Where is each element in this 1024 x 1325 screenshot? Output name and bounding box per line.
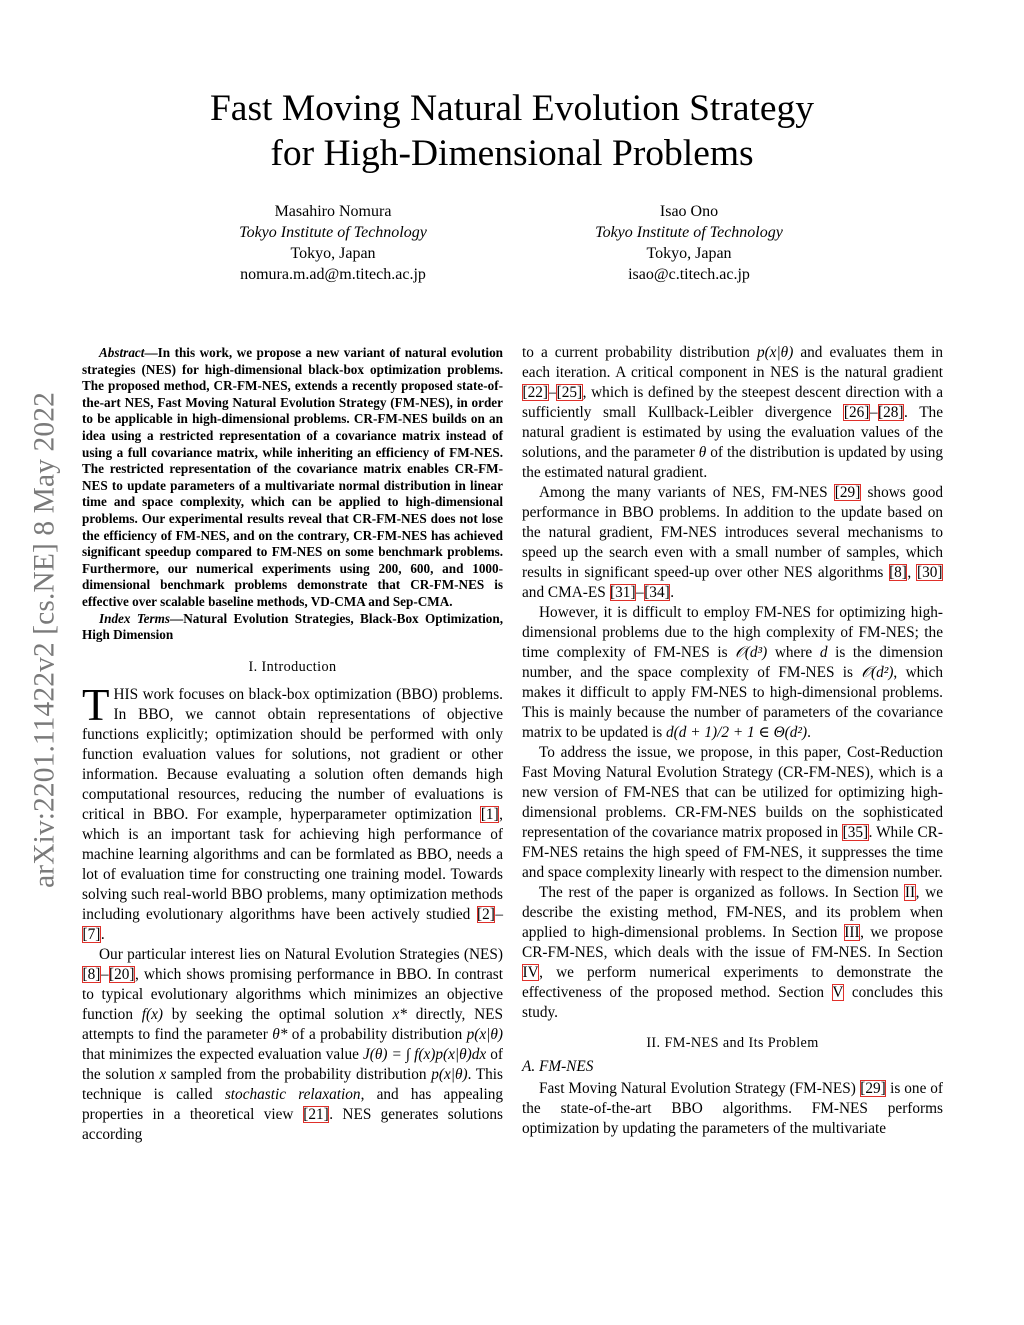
citation-link[interactable]: [8] <box>889 564 907 581</box>
citation-link[interactable]: [21] <box>303 1105 329 1123</box>
right-paragraph-3: However, it is difficult to employ FM-NES for optimizing high-dimensional problems due to the high complexity of FM-NES; the time complexity of FM-NES is 𝒪(d³) where d is the dimension number, and the space complexity of FM-NES is 𝒪(d²), which makes it difficult to apply FM-NES to high-dimensional problems. This is mainly because the number of parameters of the covariance matrix to be updated is d(d + 1)/2 + 1 ∈ Θ(d²). <box>522 604 943 741</box>
citation-link[interactable]: [31] <box>610 584 636 601</box>
citation-link[interactable]: [8] <box>82 965 101 983</box>
citation-link[interactable]: [22] <box>522 384 548 401</box>
citation-link[interactable]: [7] <box>82 925 101 943</box>
citation-link[interactable]: [25] <box>556 384 583 401</box>
author-location: Tokyo, Japan <box>646 245 732 262</box>
index-terms-text: —Natural Evolution Strategies, Black-Box Optimization, High Dimension <box>82 610 503 643</box>
emphasis: stochastic relaxation <box>224 1085 361 1103</box>
citation-link[interactable]: [30] <box>916 564 943 581</box>
left-column <box>82 345 503 1145</box>
math-inline: x <box>159 1065 167 1083</box>
math-inline: d <box>819 644 828 661</box>
citation-link[interactable]: [26] <box>843 404 870 421</box>
author-email: isao@c.titech.ac.jp <box>628 266 750 283</box>
title-line-1: Fast Moving Natural Evolution Strategy <box>209 88 815 129</box>
author-block-2 <box>519 201 859 285</box>
arxiv-stamp-text: arXiv:2201.11422v2 [cs.NE] 8 May 2022 <box>28 392 61 888</box>
index-terms <box>82 611 503 644</box>
citation-link[interactable]: [28] <box>878 404 904 421</box>
math-inline: d(d + 1)/2 + 1 ∈ Θ(d²) <box>666 724 808 741</box>
index-terms-label: Index Terms <box>99 610 171 626</box>
section-heading-introduction: I. Introduction <box>248 658 337 675</box>
author-institution: Tokyo Institute of Technology <box>239 224 427 241</box>
section-link[interactable]: IV <box>522 964 539 981</box>
author-location: Tokyo, Japan <box>290 245 376 262</box>
author-email: nomura.m.ad@m.titech.ac.jp <box>240 266 426 283</box>
math-inline: 𝒪(d³) <box>735 644 768 661</box>
math-inline: J(θ) = ∫ f(x)p(x|θ)dx <box>362 1045 487 1063</box>
subsection-heading: A. FM-NES <box>522 1058 594 1075</box>
citation-link[interactable]: [35] <box>842 824 869 841</box>
dropcap: T <box>82 679 110 730</box>
math-inline: p(x|θ) <box>431 1065 468 1083</box>
author-block-1 <box>163 201 503 285</box>
right-paragraph-5: The rest of the paper is organized as follows. In Section II, we describe the existing method, FM-NES, and its problem when applied to high-dimensional problems. In Section III, we propose CR-FM-NES, which deals with the issue of FM-NES. In Section IV, we perform numerical experiments to demonstrate the effectiveness of the proposed method. Section V concludes this study. <box>522 884 944 1021</box>
citation-link[interactable]: [29] <box>834 484 861 501</box>
title-line-2: for High-Dimensional Problems <box>270 133 754 174</box>
paper-title <box>0 86 1024 176</box>
section-link[interactable]: V <box>832 984 844 1001</box>
citation-link[interactable]: [2] <box>477 905 495 923</box>
math-inline: p(x|θ) <box>756 344 794 361</box>
right-paragraph-2: Among the many variants of NES, FM-NES [29] shows good performance in BBO problems. In addition to the update based on the natural gradient, FM-NES introduces several mechanisms to speed up the search even with a small number of samples, which results in significant speed-up over other NES algorithms [8], [30] and CMA-ES [31]–[34]. <box>522 484 943 601</box>
math-inline: θ <box>698 444 707 461</box>
author-institution: Tokyo Institute of Technology <box>595 224 783 241</box>
abstract-label: Abstract <box>99 345 145 360</box>
math-inline: θ* <box>272 1025 288 1043</box>
abstract <box>82 345 503 611</box>
citation-link[interactable]: [29] <box>860 1080 886 1097</box>
author-name: Masahiro Nomura <box>274 203 392 220</box>
section-link[interactable]: III <box>844 924 860 941</box>
math-inline: x* <box>392 1005 407 1023</box>
right-paragraph-6: Fast Moving Natural Evolution Strategy (FM-NES) [29] is one of the state-of-the-art BBO algorithms. FM-NES performs optimization by updating the parameters of the multivariate <box>522 1080 943 1137</box>
intro-paragraph-1: THIS work focuses on black-box optimization (BBO) problems. In BBO, we cannot obtain representations of objective functions explicitly; optimization should be performed with only function evaluation values for solutions, not gradient or other information. Because evaluating a solution often demands high computational resources, reducing the number of evaluations is critical in BBO. For example, hyperparameter optimization [1], which is an important task for achieving high performance of machine learning algorithms and can be formlated as BBO, needs a lot of evaluation time for constructing one training model. Towards solving such real-world BBO problems, many optimization methods including evolutionary algorithms have been actively studied [2]–[7]. <box>82 679 503 943</box>
section-heading-fm-nes: II. FM-NES and Its Problem <box>646 1035 819 1051</box>
citation-link[interactable]: [20] <box>109 965 135 983</box>
section-link[interactable]: II <box>904 884 916 901</box>
abstract-text: —In this work, we propose a new variant of natural evolution strategies (NES) for high-dimensional black-box optimization problems. The proposed method, CR-FM-NES, extends a recently proposed state-of-the-art NES, Fast Moving Natural Evolution Strategy (FM-NES), in order to be applicable in high-dimensional problems. CR-FM-NES builds on an idea using a restricted representation of a covariance matrix instead of using a full covariance matrix, while inheriting an efficiency of FM-NES. The restricted representation of the covariance matrix enables CR-FM-NES to update parameters of a multivariate normal distribution in linear time and space complexity, which can be applied to high-dimensional problems. Our experimental results reveal that CR-FM-NES does not lose the efficiency of FM-NES, and on the contrary, CR-FM-NES has achieved significant speedup compared to FM-NES on some benchmark problems. Furthermore, our numerical experiments using 200, 600, and 1000-dimensional benchmark problems demonstrate that CR-FM-NES is effective over scalable baseline methods, VD-CMA and Sep-CMA. <box>82 345 503 609</box>
citation-link[interactable]: [34] <box>644 584 670 601</box>
right-column <box>522 343 943 1139</box>
right-paragraph-4: To address the issue, we propose, in this paper, Cost-Reduction Fast Moving Natural Evolution Strategy (CR-FM-NES), which is a new version of FM-NES that can be utilized for optimizing high-dimensional problems. CR-FM-NES builds on the sophisticated representation of the covariance matrix proposed in [35]. While CR-FM-NES retains the high speed of FM-NES, it suppresses the time and space complexity linearly with respect to the dimension number. <box>522 744 943 881</box>
math-inline: f(x) <box>141 1005 164 1023</box>
author-name: Isao Ono <box>659 203 719 220</box>
citation-link[interactable]: [1] <box>480 805 499 823</box>
math-inline: p(x|θ) <box>466 1025 503 1043</box>
right-paragraph-1: to a current probability distribution p(x|θ) and evaluates them in each iteration. A critical component in NES is the natural gradient [22]–[25], which is defined by the steepest descent direction with a sufficiently small Kullback-Leibler divergence [26]–[28]. The natural gradient is estimated by using the evaluation values of the solutions, and the parameter θ of the distribution is updated by using the estimated natural gradient. <box>522 344 943 481</box>
math-inline: 𝒪(d²) <box>861 664 894 681</box>
intro-paragraph-2: Our particular interest lies on Natural Evolution Strategies (NES) [8]–[20], which shows promising performance in BBO. In contrast to typical evolutionary algorithms which minimizes an objective function f(x) by seeking the optimal solution x* directly, NES attempts to find the parameter θ* of a probability distribution p(x|θ) that minimizes the expected evaluation value J(θ) = ∫ f(x)p(x|θ)dx of the solution x sampled from the probability distribution p(x|θ). This technique is called stochastic relaxation, and has appealing properties in a theoretical view [21]. NES generates solutions according <box>82 945 504 1143</box>
